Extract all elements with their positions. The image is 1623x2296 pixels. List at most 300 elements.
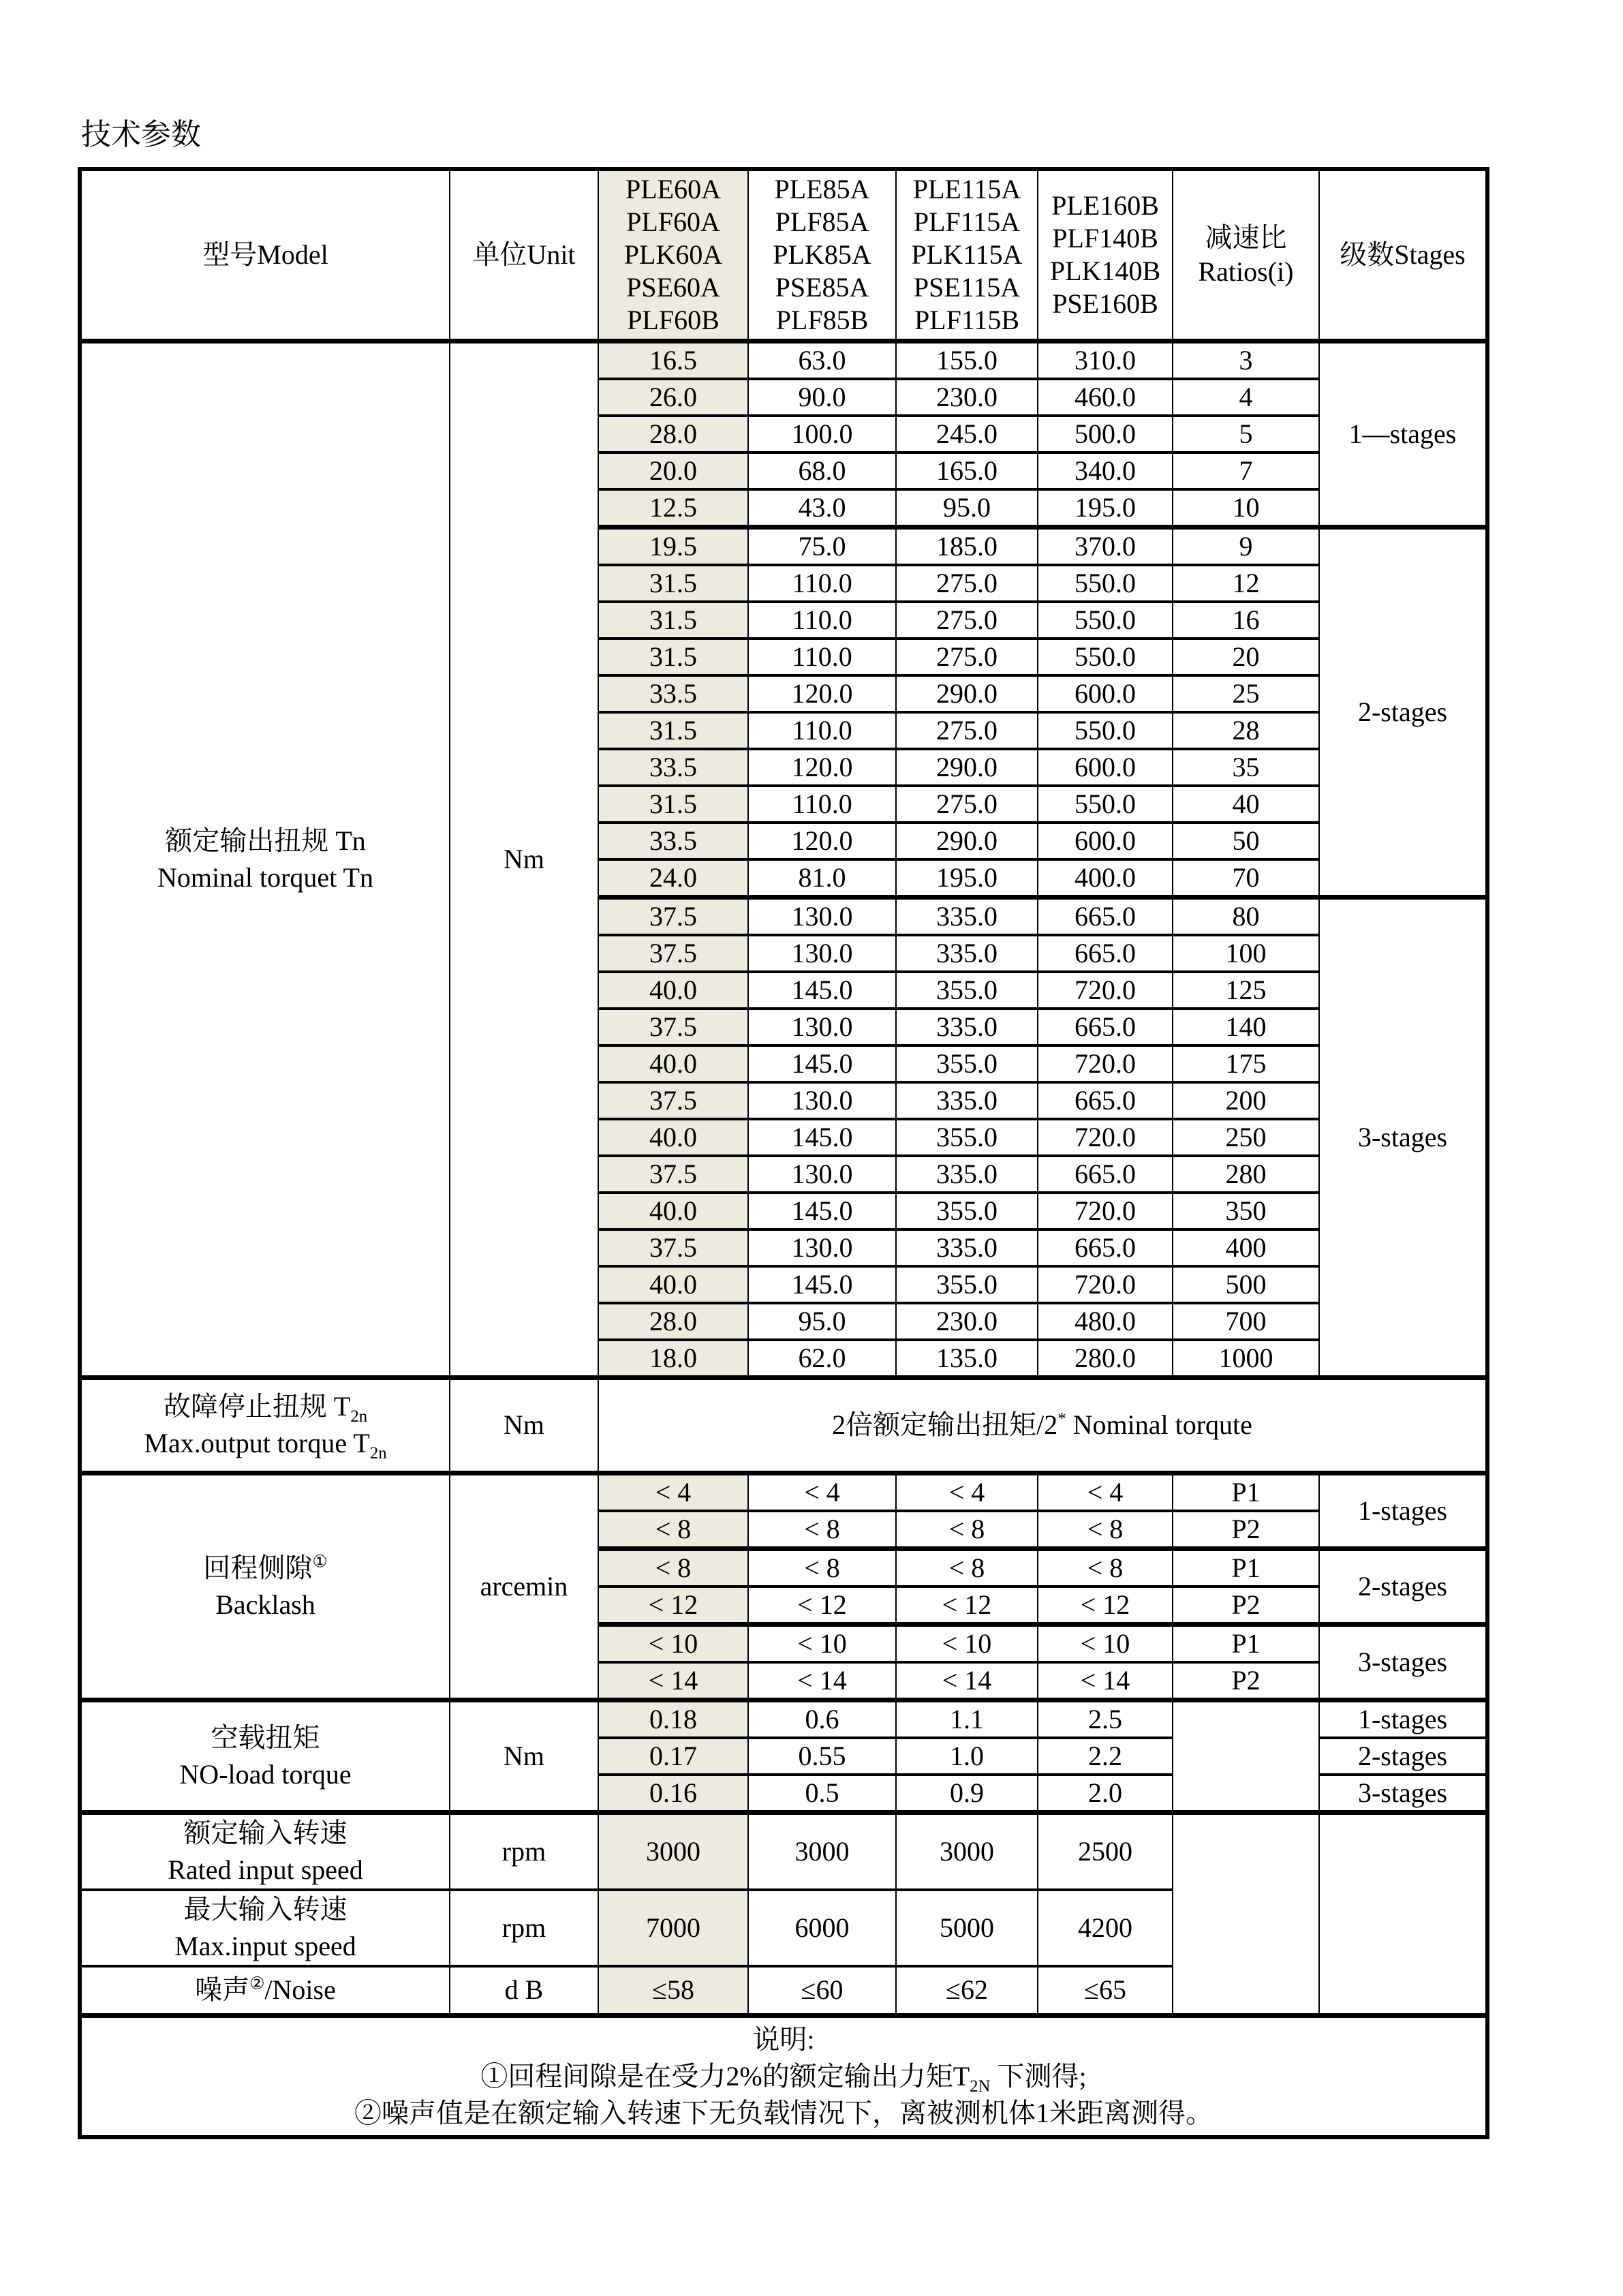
value-cell: 720.0 [1038,1266,1173,1303]
value-cell: 195.0 [1038,489,1173,527]
value-cell: ≤62 [896,1966,1038,2016]
label-line-cn: 最大输入转速 [183,1893,347,1925]
value-cell: 230.0 [896,379,1038,416]
value-cell: 120.0 [748,823,896,859]
label-text: /Noise [264,1974,336,2006]
label-text: Nominal torquet Tn [157,861,373,893]
value-cell: < 10 [598,1624,748,1662]
ratio-cell: 70 [1173,859,1319,898]
ratio-cell: 400 [1173,1229,1319,1266]
value-cell: 7000 [598,1890,748,1966]
value-cell: 62.0 [748,1340,896,1378]
value-cell: < 12 [1038,1587,1173,1625]
max-output-torque-label [80,1377,450,1473]
value-cell: 90.0 [748,379,896,416]
value-cell: 355.0 [896,1266,1038,1303]
value-cell: 400.0 [1038,859,1173,898]
label-line [82,1972,449,2008]
ratio-cell: 12 [1173,565,1319,602]
label-line-en [82,1425,449,1462]
nominal-torque-label-line [82,823,449,859]
speed-noise-section [80,1812,1487,2016]
model-name: PLK115A [911,239,1023,270]
value-cell: 230.0 [896,1303,1038,1340]
max-output-torque-value [598,1377,1487,1473]
label-line-en: Rated input speed [168,1854,363,1885]
ratio-empty-cell [1173,1700,1319,1812]
stage-label-cell: 2-stages [1319,527,1487,897]
unit-cell: Nm [450,1700,598,1812]
stage-label-cell: 2-stages [1319,1548,1487,1624]
value-cell: 665.0 [1038,897,1173,935]
value-cell: 63.0 [748,341,896,379]
value-cell: 4200 [1038,1890,1173,1966]
ratio-cell: 28 [1173,712,1319,749]
value-cell: 135.0 [896,1340,1038,1378]
ratio-cell: 16 [1173,602,1319,639]
value-cell: < 12 [598,1587,748,1625]
ratio-cell: 140 [1173,1009,1319,1045]
stages-empty-cell [1319,1812,1487,2016]
label-text: NO-load torque [179,1758,352,1790]
value-cell: < 8 [896,1548,1038,1587]
value-cell: 480.0 [1038,1303,1173,1340]
notes-heading: 说明: [752,2023,815,2055]
unit-cell: rpm [450,1890,598,1966]
value-cell: 0.17 [598,1738,748,1775]
value-cell: 20.0 [598,453,748,489]
value-cell: 3000 [748,1812,896,1890]
value-cell: 355.0 [896,1193,1038,1229]
value-cell: 37.5 [598,1009,748,1045]
no-load-torque-section [80,1700,1487,1812]
backlash-row [80,1473,1487,1511]
value-cell: < 10 [748,1624,896,1662]
value-cell: 40.0 [598,1193,748,1229]
notes-row [80,2016,1487,2137]
value-cell: 37.5 [598,897,748,935]
value-cell: 130.0 [748,1229,896,1266]
value-cell: 24.0 [598,859,748,898]
model-name: PLE160B [1051,189,1159,221]
label-text: Backlash [215,1589,315,1620]
header-unit: 单位Unit [450,169,598,341]
value-cell: 290.0 [896,675,1038,712]
label-text: 空载扭矩 [211,1721,320,1753]
unit-cell: Nm [450,341,598,1377]
value-cell: 130.0 [748,1082,896,1119]
value-cell: 110.0 [748,602,896,639]
ratio-cell: P2 [1173,1662,1319,1700]
value-cell: 145.0 [748,1119,896,1156]
model-name: PLE115A [912,173,1021,204]
value-cell: 335.0 [896,1229,1038,1266]
value-cell: 2.2 [1038,1738,1173,1775]
label-superscript: ① [312,1552,328,1572]
no-load-torque-label [80,1700,450,1812]
value-cell: 40.0 [598,972,748,1009]
value-cell: 31.5 [598,639,748,675]
value-cell: 1.0 [896,1738,1038,1775]
ratio-cell: 80 [1173,897,1319,935]
stage-label-cell: 3-stages [1319,897,1487,1377]
value-cell: 290.0 [896,823,1038,859]
model-name: PSE115A [913,271,1021,303]
value-cell: 600.0 [1038,823,1173,859]
value-cell: 110.0 [748,712,896,749]
ratio-cell: 350 [1173,1193,1319,1229]
stage-label-cell: 1—stages [1319,341,1487,527]
note-2: ②噪声值是在额定输入转速下无负载情况下，离被测机体1米距离测得。 [354,2097,1213,2128]
value-cell: 280.0 [1038,1340,1173,1378]
value-cell: 6000 [748,1890,896,1966]
note-subscript: 2N [970,2077,991,2096]
value-cell: 37.5 [598,1229,748,1266]
spec-table [78,167,1489,2139]
value-cell: < 4 [598,1473,748,1511]
value-cell: 43.0 [748,489,896,527]
value-cell: 130.0 [748,935,896,972]
value-cell: 28.0 [598,1303,748,1340]
value-cell: 145.0 [748,1266,896,1303]
nominal-torque-section [80,341,1487,1377]
model-name: PLE85A [774,173,870,204]
ratio-cell: P1 [1173,1548,1319,1587]
ratio-cell: 100 [1173,935,1319,972]
backlash-section [80,1473,1487,1700]
ratio-cell: 40 [1173,786,1319,823]
value-cell: 31.5 [598,786,748,823]
max-output-torque-section [80,1377,1487,1473]
value-cell: 665.0 [1038,1229,1173,1266]
model-name: PLF60B [627,304,720,335]
value-cell: ≤58 [598,1966,748,2016]
value-cell: 600.0 [1038,749,1173,786]
value-cell: 26.0 [598,379,748,416]
ratio-cell: 35 [1173,749,1319,786]
value-cell: 165.0 [896,453,1038,489]
unit-cell: arcemin [450,1473,598,1700]
value-cell: 550.0 [1038,602,1173,639]
ratio-cell: 4 [1173,379,1319,416]
value-cell: 40.0 [598,1045,748,1082]
value-cell: 2.0 [1038,1775,1173,1813]
value-cell: 145.0 [748,1045,896,1082]
nominal-torque-label-line [82,859,449,896]
value-cell: < 8 [748,1548,896,1587]
model-name: PLF85A [775,206,869,237]
value-cell: < 8 [1038,1511,1173,1549]
stage-label-cell: 2-stages [1319,1738,1487,1775]
ratio-cell: 175 [1173,1045,1319,1082]
value-cell: < 12 [896,1587,1038,1625]
value-cell: 40.0 [598,1266,748,1303]
nominal-torque-label [80,341,450,1377]
ratio-cell: 1000 [1173,1340,1319,1378]
table-header-row [80,169,1487,341]
value-cell: < 10 [896,1624,1038,1662]
note-1 [82,2058,1485,2095]
header-ratio [1173,169,1319,341]
noise-label [80,1966,450,2016]
nominal-torque-row [80,341,1487,379]
ratio-cell: 500 [1173,1266,1319,1303]
model-name: PLF115B [914,304,1020,335]
value-cell: 335.0 [896,897,1038,935]
model-name: PLK85A [773,239,871,270]
value-cell: 550.0 [1038,565,1173,602]
value-cell: 550.0 [1038,712,1173,749]
value-cell: 600.0 [1038,675,1173,712]
value-cell: < 8 [598,1548,748,1587]
value-cell: 185.0 [896,527,1038,565]
value-cell: 665.0 [1038,1156,1173,1193]
value-cell: ≤65 [1038,1966,1173,2016]
model-name: PLF115A [913,206,1021,237]
ratio-cell: 20 [1173,639,1319,675]
label-subscript: 2n [369,1444,387,1463]
value-cell: 120.0 [748,675,896,712]
value-cell: 335.0 [896,935,1038,972]
stage-label-cell: 3-stages [1319,1624,1487,1700]
model-name: PLE60A [625,173,721,204]
value-cell: 18.0 [598,1340,748,1378]
value-cell: 75.0 [748,527,896,565]
value-cell: 110.0 [748,639,896,675]
header-ratio-cn: 减速比 [1205,221,1287,253]
value-cell: < 8 [896,1511,1038,1549]
header-ratio-en: Ratios(i) [1198,256,1294,287]
value-cell: 2500 [1038,1812,1173,1890]
value-cell: 28.0 [598,416,748,453]
value-cell: 37.5 [598,935,748,972]
value-cell: 37.5 [598,1082,748,1119]
value-cell: 19.5 [598,527,748,565]
backlash-label-line [82,1587,449,1623]
value-cell: < 8 [748,1511,896,1549]
value-cell: ≤60 [748,1966,896,2016]
value-cell: 0.9 [896,1775,1038,1813]
header-model: 型号Model [80,169,450,341]
backlash-label [80,1473,450,1700]
value-cell: 665.0 [1038,1082,1173,1119]
ratio-cell: 280 [1173,1156,1319,1193]
value-cell: 0.55 [748,1738,896,1775]
value-superscript: * [1057,1409,1066,1428]
value-cell: 155.0 [896,341,1038,379]
value-cell: 110.0 [748,786,896,823]
ratio-cell: 250 [1173,1119,1319,1156]
value-cell: < 12 [748,1587,896,1625]
stage-label-cell: 3-stages [1319,1775,1487,1813]
value-cell: 33.5 [598,749,748,786]
value-cell: 720.0 [1038,972,1173,1009]
value-cell: < 10 [1038,1624,1173,1662]
value-cell: 195.0 [896,859,1038,898]
value-cell: 720.0 [1038,1045,1173,1082]
model-name: PSE160B [1052,288,1158,319]
ratio-cell: P1 [1173,1624,1319,1662]
value-cell: 145.0 [748,1193,896,1229]
value-cell: 68.0 [748,453,896,489]
header-col-85 [748,169,896,341]
value-cell: 16.5 [598,341,748,379]
label-line-en: Max.input speed [174,1930,356,1961]
no-load-torque-row [80,1700,1487,1738]
model-name: PLF60A [626,206,720,237]
value-cell: < 8 [598,1511,748,1549]
value-cell: 37.5 [598,1156,748,1193]
ratio-cell: 3 [1173,341,1319,379]
value-cell: 665.0 [1038,935,1173,972]
value-cell: 2.5 [1038,1700,1173,1738]
value-cell: 275.0 [896,565,1038,602]
value-cell: 275.0 [896,602,1038,639]
rated-input-speed-row [80,1812,1487,1890]
value-cell: 33.5 [598,823,748,859]
value-cell: 12.5 [598,489,748,527]
value-cell: 5000 [896,1890,1038,1966]
value-cell: 355.0 [896,972,1038,1009]
value-cell: < 4 [748,1473,896,1511]
unit-cell: Nm [450,1377,598,1473]
value-cell: 130.0 [748,897,896,935]
value-cell: 335.0 [896,1009,1038,1045]
notes-section [80,2016,1487,2137]
value-cell: 120.0 [748,749,896,786]
value-cell: 290.0 [896,749,1038,786]
ratio-cell: P2 [1173,1511,1319,1549]
max-input-speed-label [80,1890,450,1966]
unit-cell: d B [450,1966,598,2016]
value-cell: 31.5 [598,565,748,602]
value-cell: 3000 [896,1812,1038,1890]
value-cell: 370.0 [1038,527,1173,565]
value-cell: 31.5 [598,712,748,749]
model-name: PLF85B [775,304,869,335]
model-name: PLF140B [1052,222,1158,254]
header-col-60 [598,169,748,341]
value-cell: 0.16 [598,1775,748,1813]
value-cell: 720.0 [1038,1193,1173,1229]
value-cell: 720.0 [1038,1119,1173,1156]
value-cell: 500.0 [1038,416,1173,453]
ratio-cell: 10 [1173,489,1319,527]
ratio-cell: 9 [1173,527,1319,565]
model-name: PSE60A [626,271,720,303]
value-cell: 40.0 [598,1119,748,1156]
no-load-torque-label-line [82,1719,449,1756]
value-cell: < 8 [1038,1548,1173,1587]
value-cell: 0.5 [748,1775,896,1813]
value-cell: < 14 [598,1662,748,1700]
value-cell: 1.1 [896,1700,1038,1738]
value-cell: 665.0 [1038,1009,1173,1045]
value-cell: 130.0 [748,1009,896,1045]
value-cell: < 14 [1038,1662,1173,1700]
value-cell: 95.0 [896,489,1038,527]
value-cell: 95.0 [748,1303,896,1340]
stage-label-cell: 1-stages [1319,1700,1487,1738]
ratio-cell: 25 [1173,675,1319,712]
value-cell: 335.0 [896,1156,1038,1193]
header-stages: 级数Stages [1319,169,1487,341]
header-col-160 [1038,169,1173,341]
value-cell: 0.18 [598,1700,748,1738]
ratio-cell: 200 [1173,1082,1319,1119]
ratio-cell: 125 [1173,972,1319,1009]
value-cell: 335.0 [896,1082,1038,1119]
value-text: 2倍额定输出扭矩/2 [832,1409,1058,1440]
value-text: Nominal torqute [1066,1409,1252,1440]
value-cell: 100.0 [748,416,896,453]
note-text: 下测得; [990,2060,1087,2092]
value-cell: < 4 [1038,1473,1173,1511]
value-cell: < 4 [896,1473,1038,1511]
label-line-cn [82,1388,449,1425]
value-cell: < 14 [896,1662,1038,1700]
value-cell: 550.0 [1038,786,1173,823]
label-subscript: 2n [350,1407,368,1426]
label-text: Max.output torque T [144,1428,370,1458]
value-cell: 245.0 [896,416,1038,453]
ratio-cell: 50 [1173,823,1319,859]
value-cell: 460.0 [1038,379,1173,416]
label-text: 回程侧隙 [203,1552,313,1583]
value-cell: 145.0 [748,972,896,1009]
value-cell: 275.0 [896,712,1038,749]
value-cell: 550.0 [1038,639,1173,675]
label-superscript: ② [249,1974,265,1993]
ratio-cell: 5 [1173,416,1319,453]
model-name: PLK140B [1049,255,1161,286]
value-cell: 33.5 [598,675,748,712]
value-cell: 275.0 [896,786,1038,823]
label-text: 噪声 [195,1974,250,2006]
value-cell: 81.0 [748,859,896,898]
ratio-empty-cell [1173,1812,1319,2016]
ratio-cell: P1 [1173,1473,1319,1511]
model-name: PLK60A [623,239,723,270]
rated-input-speed-label [80,1812,450,1890]
note-text: ①回程间隙是在受力2%的额定输出力矩T [480,2060,970,2092]
value-cell: 310.0 [1038,341,1173,379]
ratio-cell: 700 [1173,1303,1319,1340]
no-load-torque-label-line [82,1756,449,1793]
value-cell: < 14 [748,1662,896,1700]
label-line-cn: 额定输入转速 [183,1817,347,1848]
value-cell: 355.0 [896,1045,1038,1082]
value-cell: 31.5 [598,602,748,639]
value-cell: 340.0 [1038,453,1173,489]
value-cell: 0.6 [748,1700,896,1738]
label-text: 额定输出扭规 Tn [165,825,366,856]
notes-cell [80,2016,1487,2137]
value-cell: 355.0 [896,1119,1038,1156]
backlash-label-line [82,1550,449,1587]
max-output-torque-row [80,1377,1487,1473]
unit-cell: rpm [450,1812,598,1890]
stage-label-cell: 1-stages [1319,1473,1487,1548]
value-cell: 110.0 [748,565,896,602]
ratio-cell: 7 [1173,453,1319,489]
value-cell: 275.0 [896,639,1038,675]
value-cell: 3000 [598,1812,748,1890]
page-title: 技术参数 [81,118,201,151]
value-cell: 130.0 [748,1156,896,1193]
model-name: PSE85A [775,271,869,303]
ratio-cell: P2 [1173,1587,1319,1625]
